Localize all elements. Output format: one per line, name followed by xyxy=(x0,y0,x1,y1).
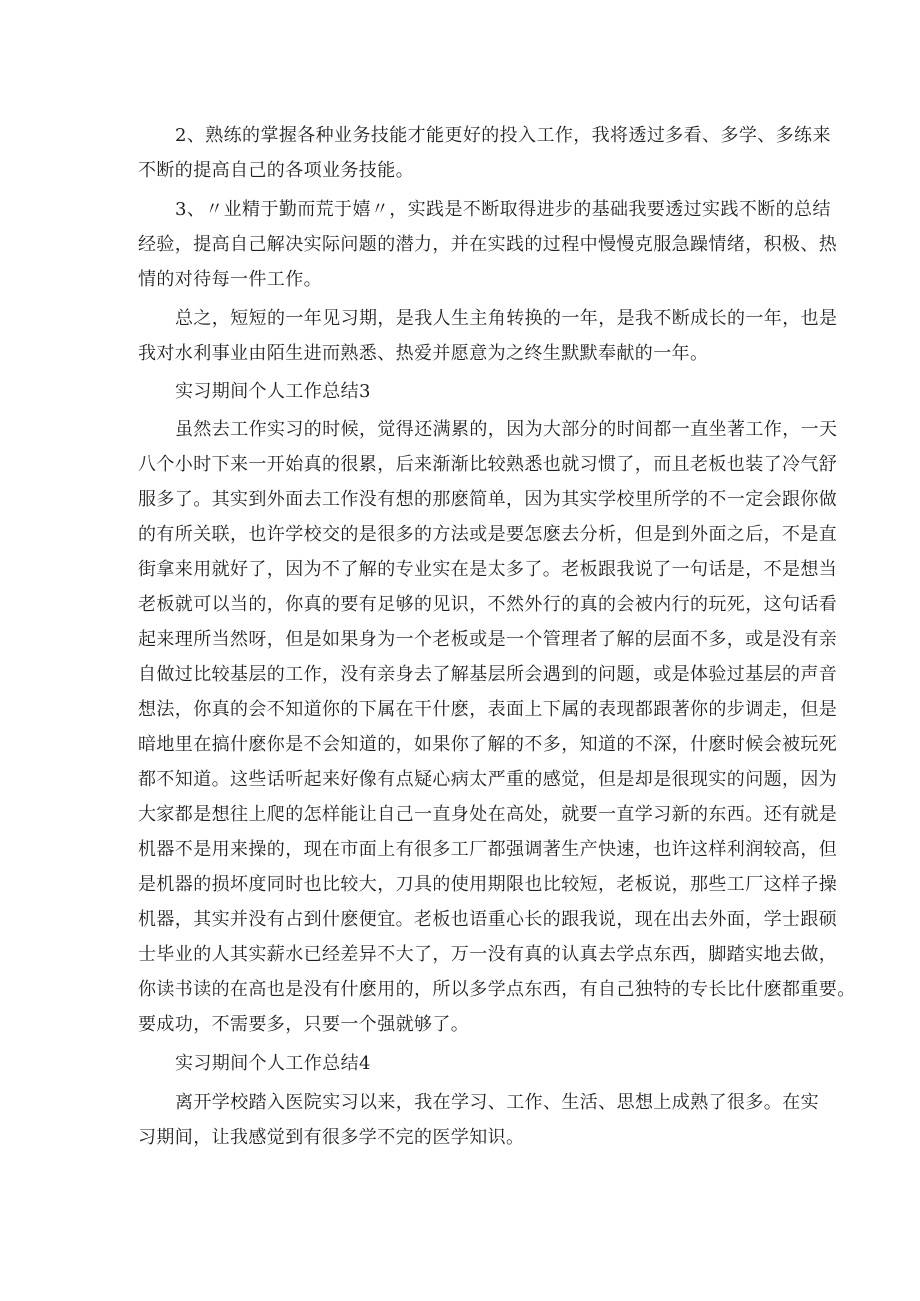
section-3-line-2: 八个小时下来一开始真的很累，后来渐渐比较熟悉也就习惯了，而且老板也装了冷气舒 xyxy=(138,454,838,475)
section-3-line-10: 暗地里在搞什麽你是不会知道的，如果你了解的不多，知道的不深，什麽时候会被玩死 xyxy=(138,734,838,755)
section-3-line-15: 机器，其实并没有占到什麽便宜。老板也语重心长的跟我说，现在出去外面，学士跟硕 xyxy=(138,909,838,930)
section-4-line-2: 习期间，让我感觉到有很多学不完的医学知识。 xyxy=(138,1127,525,1148)
section-3-line-14: 是机器的损坏度同时也比较大，刀具的使用期限也比较短，老板说，那些工厂这样子操 xyxy=(138,874,838,895)
conclusion-line-1: 总之，短短的一年见习期，是我人生主角转换的一年，是我不断成长的一年，也是 xyxy=(175,308,838,329)
section-3-heading: 实习期间个人工作总结3 xyxy=(175,381,371,402)
item-2-line-2: 不断的提高自己的各项业务技能。 xyxy=(138,160,414,181)
section-3-line-4: 的有所关联，也许学校交的是很多的方法或是要怎麽去分析，但是到外面之后，不是直 xyxy=(138,524,838,545)
section-3-line-8: 自做过比较基层的工作，没有亲身去了解基层所会遇到的问题，或是体验过基层的声音 xyxy=(138,664,838,685)
section-3-line-11: 都不知道。这些话听起来好像有点疑心病太严重的感觉，但是却是很现实的问题，因为 xyxy=(138,769,838,790)
section-3-line-16: 士毕业的人其实薪水已经差异不大了，万一没有真的认真去学点东西，脚踏实地去做， xyxy=(138,944,838,965)
section-3-line-1: 虽然去工作实习的时候，觉得还满累的，因为大部分的时间都一直坐著工作，一天 xyxy=(175,419,838,440)
conclusion-line-2: 我对水利事业由陌生进而熟悉、热爱并愿意为之终生默默奉献的一年。 xyxy=(138,343,709,364)
item-3-line-2: 经验，提高自己解决实际问题的潜力，并在实践的过程中慢慢克服急躁情绪，积极、热 xyxy=(138,234,838,255)
section-3-line-18: 要成功，不需要多，只要一个强就够了。 xyxy=(138,1014,470,1035)
section-4-line-1: 离开学校踏入医院实习以来，我在学习、工作、生活、思想上成熟了很多。在实 xyxy=(175,1092,819,1113)
item-3-line-3: 情的对待每一件工作。 xyxy=(138,269,322,290)
section-3-line-5: 街拿来用就好了，因为不了解的专业实在是太多了。老板跟我说了一句话是，不是想当 xyxy=(138,559,838,580)
section-3-line-17: 你读书读的在高也是没有什麽用的，所以多学点东西，有自己独特的专长比什麽都重要。 xyxy=(138,979,856,1000)
item-2-line-1: 2、熟练的掌握各种业务技能才能更好的投入工作，我将透过多看、多学、多练来 xyxy=(175,125,831,146)
section-3-line-9: 想法，你真的会不知道你的下属在干什麽，表面上下属的表现都跟著你的步调走，但是 xyxy=(138,699,838,720)
section-3-line-3: 服多了。其实到外面去工作没有想的那麽简单，因为其实学校里所学的不一定会跟你做 xyxy=(138,489,838,510)
section-3-line-12: 大家都是想往上爬的怎样能让自己一直身处在高处，就要一直学习新的东西。还有就是 xyxy=(138,804,838,825)
section-4-heading: 实习期间个人工作总结4 xyxy=(175,1053,371,1074)
section-3-line-13: 机器不是用来操的，现在市面上有很多工厂都强调著生产快速，也许这样利润较高，但 xyxy=(138,839,838,860)
section-3-line-6: 老板就可以当的，你真的要有足够的见识，不然外行的真的会被内行的玩死，这句话看 xyxy=(138,594,838,615)
item-3-line-1: 3、〃业精于勤而荒于嬉〃，实践是不断取得进步的基础我要透过实践不断的总结 xyxy=(175,199,831,220)
section-3-line-7: 起来理所当然呀，但是如果身为一个老板或是一个管理者了解的层面不多，或是没有亲 xyxy=(138,629,838,650)
